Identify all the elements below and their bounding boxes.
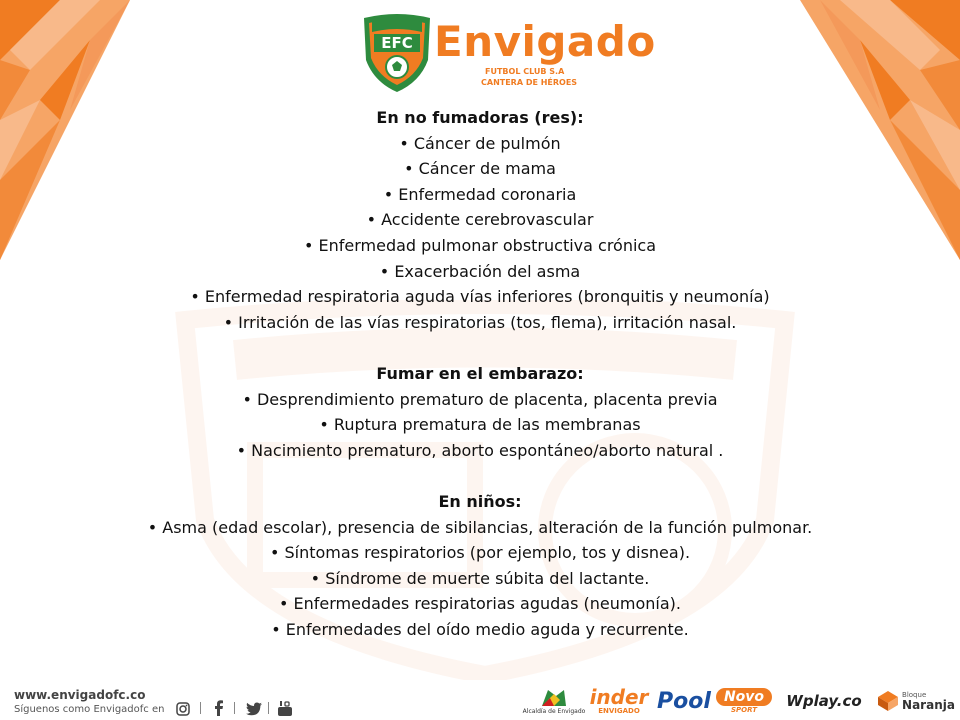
list-item: • Enfermedades del oído medio aguda y recurrente. xyxy=(271,619,689,639)
list-item: • Ruptura prematura de las membranas xyxy=(319,415,641,435)
alcaldia-emblem-icon xyxy=(540,688,568,708)
sponsor-novo[interactable] xyxy=(714,686,774,716)
list-item: • Enfermedad coronaria xyxy=(383,184,577,204)
youtube-icon[interactable] xyxy=(278,700,292,716)
list-item: • Enfermedad pulmonar obstructiva crónica xyxy=(303,235,657,255)
sponsor-label: Novo xyxy=(716,688,772,706)
website-link[interactable]: www.envigadofc.co xyxy=(14,688,146,702)
sponsor-inder[interactable] xyxy=(586,686,652,716)
logo-subtitle: FUTBOL CLUB S.A xyxy=(485,67,565,76)
bloque-naranja-text xyxy=(902,691,955,712)
list-item: • Cáncer de mama xyxy=(404,159,556,179)
main-content xyxy=(40,105,920,642)
list-item: • Enfermedad respiratoria aguda vías inferiores (bronquitis y neumonía) xyxy=(190,287,770,307)
sponsor-label: Wplay.co xyxy=(786,692,862,710)
sponsor-label: Pool xyxy=(657,688,711,714)
list-item: • Asma (edad escolar), presencia de sibilancias, alteración de la función pulmonar. xyxy=(147,517,813,537)
sponsor-label: inder xyxy=(589,685,649,709)
follow-text: Síguenos como Envigadofc en xyxy=(14,704,165,715)
logo-wordmark: Envigado xyxy=(434,17,656,66)
logo-tagline: CANTERA DE HÉROES xyxy=(481,78,578,87)
sponsor-pool[interactable] xyxy=(657,686,711,716)
instagram-icon[interactable] xyxy=(176,702,190,716)
svg-text:EFC: EFC xyxy=(381,34,413,52)
sponsor-label: Naranja xyxy=(902,697,955,712)
section-heading: En no fumadoras (res): xyxy=(376,108,584,127)
footer xyxy=(0,680,960,720)
list-item: • Desprendimiento prematuro de placenta, placenta previa xyxy=(242,389,718,409)
crest-icon xyxy=(360,12,434,94)
footer-divider xyxy=(234,702,235,714)
list-item: • Enfermedades respiratorias agudas (neumonía). xyxy=(278,594,681,614)
sponsor-sublabel: Bloque xyxy=(902,690,927,699)
list-item: • Exacerbación del asma xyxy=(379,261,581,281)
list-item: • Irritación de las vías respiratorias (tos, flema), irritación nasal. xyxy=(223,312,737,332)
list-item: • Síntomas respiratorios (por ejemplo, tos y disnea). xyxy=(269,543,691,563)
sponsor-label: Alcaldía de Envigado xyxy=(522,707,586,715)
list-item: • Síndrome de muerte súbita del lactante. xyxy=(310,568,650,588)
twitter-icon[interactable] xyxy=(246,702,262,716)
spacer xyxy=(40,335,920,361)
section-heading: En niños: xyxy=(438,491,522,511)
list-item: • Nacimiento prematuro, aborto espontáneo/aborto natural . xyxy=(236,440,724,460)
sponsor-sublabel: SPORT xyxy=(731,705,757,714)
spacer xyxy=(40,463,920,489)
bloque-naranja-icon xyxy=(877,690,899,712)
section-heading: Fumar en el embarazo: xyxy=(376,363,584,383)
footer-divider xyxy=(200,702,201,714)
envigado-logo[interactable] xyxy=(360,12,656,94)
sponsor-alcaldia[interactable] xyxy=(522,686,586,716)
list-item: • Cáncer de pulmón xyxy=(399,133,561,153)
sponsor-sublabel: ENVIGADO xyxy=(598,707,640,715)
footer-divider xyxy=(268,702,269,714)
facebook-icon[interactable] xyxy=(214,700,224,716)
sponsor-wplay[interactable] xyxy=(786,686,862,716)
sponsor-bloque-naranja[interactable] xyxy=(876,686,956,716)
list-item: • Accidente cerebrovascular xyxy=(366,210,594,230)
